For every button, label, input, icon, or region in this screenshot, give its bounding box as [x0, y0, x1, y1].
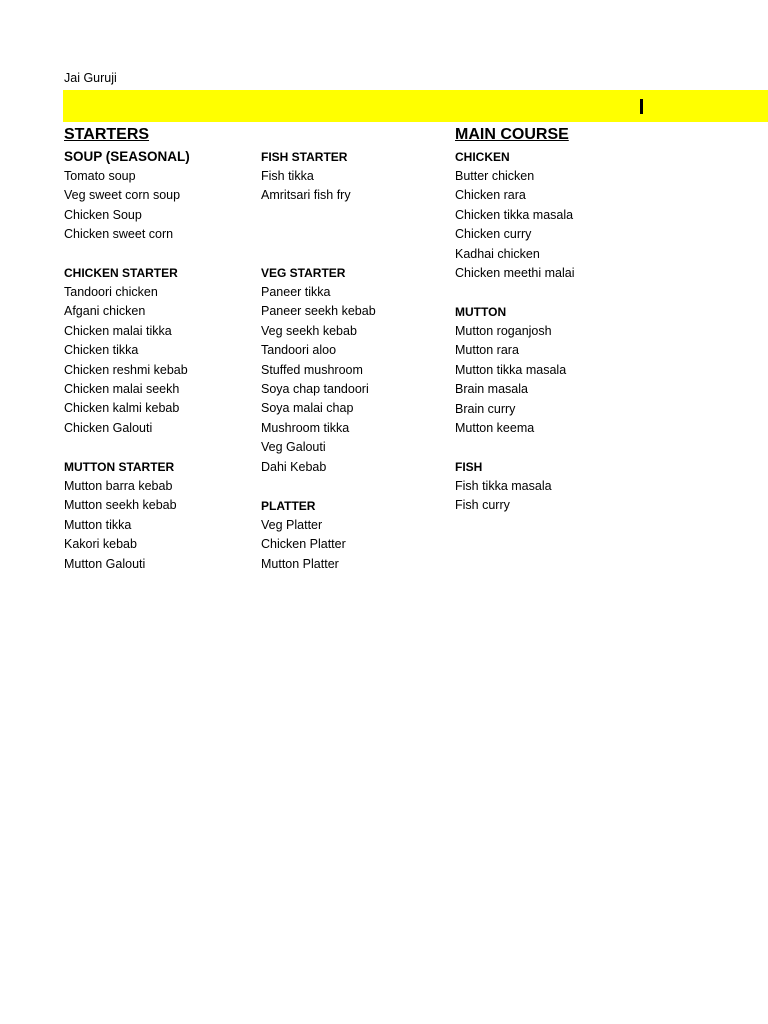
text-cursor — [640, 99, 643, 114]
menu-item: Brain masala — [455, 382, 528, 397]
menu-item: Afgani chicken — [64, 304, 146, 319]
menu-item: Mutton Galouti — [64, 556, 146, 571]
menu-item: Chicken malai tikka — [64, 323, 172, 338]
menu-item: Mutton seekh kebab — [64, 498, 177, 513]
menu-item: Veg Galouti — [261, 440, 326, 455]
menu-item: Mutton rara — [455, 343, 519, 358]
soup-section-title: SOUP (SEASONAL) — [64, 149, 190, 164]
title-banner — [63, 90, 768, 122]
menu-item: Mutton Platter — [261, 556, 339, 571]
menu-item: Chicken malai seekh — [64, 382, 180, 396]
menu-item: Chicken tikka — [64, 343, 139, 358]
menu-item: Chicken Platter — [261, 537, 346, 552]
menu-item: Tandoori chicken — [64, 285, 158, 299]
menu-item: Chicken tikka masala — [455, 207, 574, 222]
menu-item: Paneer seekh kebab — [261, 304, 376, 319]
menu-item: Fish curry — [455, 498, 510, 513]
menu-item: Veg sweet corn soup — [64, 188, 181, 203]
menu-item: Butter chicken — [455, 169, 535, 183]
menu-item: Chicken meethi malai — [455, 266, 575, 280]
menu-item: Stuffed mushroom — [261, 362, 363, 377]
menu-item: Chicken curry — [455, 227, 532, 242]
chicken-main-title: CHICKEN — [455, 150, 510, 164]
menu-item: Mutton barra kebab — [64, 479, 173, 493]
menu-item: Mushroom tikka — [261, 420, 350, 435]
menu-item: Fish tikka masala — [455, 479, 552, 493]
veg-starter-title: VEG STARTER — [261, 266, 346, 280]
menu-item: Mutton tikka — [64, 517, 132, 532]
menu-item: Soya chap tandoori — [261, 382, 369, 396]
menu-item: Soya malai chap — [261, 401, 354, 416]
menu-item: Veg seekh kebab — [261, 323, 357, 338]
blessing-text: Jai Guruji — [64, 71, 117, 85]
menu-item: Paneer tikka — [261, 285, 331, 299]
menu-item: Brain curry — [455, 401, 516, 416]
fish-starter-title: FISH STARTER — [261, 150, 348, 164]
starters-heading: STARTERS — [64, 126, 150, 143]
menu-item: Mutton keema — [455, 421, 535, 435]
menu-item: Amritsari fish fry — [261, 188, 351, 203]
menu-item: Chicken sweet corn — [64, 227, 174, 242]
mutton-main-title: MUTTON — [455, 305, 507, 319]
menu-item: Chicken Soup — [64, 207, 142, 222]
menu-item: Chicken reshmi kebab — [64, 362, 188, 377]
menu-item: Tomato soup — [64, 169, 136, 183]
menu-item: Chicken Galouti — [64, 420, 153, 435]
menu-item: Fish tikka — [261, 169, 314, 183]
menu-item: Kadhai chicken — [455, 246, 540, 261]
platter-title: PLATTER — [261, 499, 316, 513]
menu-item: Dahi Kebab — [261, 459, 327, 474]
menu-item: Chicken rara — [455, 188, 526, 203]
menu-item: Tandoori aloo — [261, 343, 337, 358]
main-course-heading: MAIN COURSE — [455, 126, 569, 143]
menu-item: Chicken kalmi kebab — [64, 401, 180, 416]
menu-item: Veg Platter — [261, 518, 323, 532]
menu-item: Mutton roganjosh — [455, 324, 552, 338]
chicken-starter-title: CHICKEN STARTER — [64, 266, 178, 280]
menu-item: Kakori kebab — [64, 537, 137, 552]
mutton-starter-title: MUTTON STARTER — [64, 460, 175, 474]
fish-main-title: FISH — [455, 460, 483, 474]
menu-item: Mutton tikka masala — [455, 362, 567, 377]
